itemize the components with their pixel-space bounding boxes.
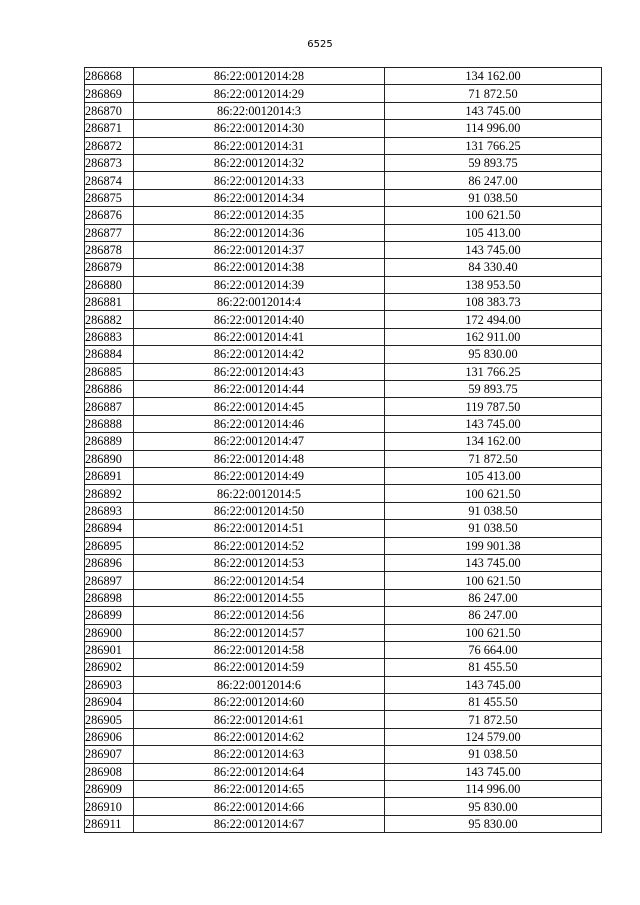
table-row [85,763,602,780]
record-number-cell: 286896 [85,554,134,571]
cadastral-value-cell: 143 745.00 [385,554,602,571]
cadastral-value-cell: 81 455.50 [385,694,602,711]
cadastral-number-cell: 86:22:0012014:60 [134,694,385,711]
record-number-cell: 286900 [85,624,134,641]
cadastral-number-cell: 86:22:0012014:62 [134,728,385,745]
record-number-cell: 286901 [85,641,134,658]
cadastral-value-cell: 71 872.50 [385,450,602,467]
cadastral-number-cell: 86:22:0012014:63 [134,746,385,763]
record-number-cell: 286872 [85,137,134,154]
table-body [85,68,602,833]
table-row [85,746,602,763]
cadastral-number-cell: 86:22:0012014:42 [134,346,385,363]
record-number-cell: 286871 [85,120,134,137]
table-row [85,641,602,658]
cadastral-value-cell: 95 830.00 [385,815,602,832]
cadastral-number-cell: 86:22:0012014:28 [134,68,385,85]
table-row [85,624,602,641]
cadastral-number-cell: 86:22:0012014:37 [134,241,385,258]
cadastral-number-cell: 86:22:0012014:45 [134,398,385,415]
cadastral-number-cell: 86:22:0012014:53 [134,554,385,571]
cadastral-value-cell: 71 872.50 [385,711,602,728]
cadastral-number-cell: 86:22:0012014:36 [134,224,385,241]
cadastral-number-cell: 86:22:0012014:29 [134,85,385,102]
cadastral-number-cell: 86:22:0012014:31 [134,137,385,154]
record-number-cell: 286910 [85,798,134,815]
table-row [85,485,602,502]
cadastral-value-cell: 100 621.50 [385,207,602,224]
table-row [85,172,602,189]
cadastral-value-table [84,67,602,833]
record-number-cell: 286877 [85,224,134,241]
record-number-cell: 286893 [85,502,134,519]
cadastral-number-cell: 86:22:0012014:6 [134,676,385,693]
record-number-cell: 286902 [85,659,134,676]
cadastral-value-cell: 86 247.00 [385,172,602,189]
record-number-cell: 286911 [85,815,134,832]
cadastral-value-cell: 131 766.25 [385,363,602,380]
cadastral-value-cell: 199 901.38 [385,537,602,554]
table-row [85,572,602,589]
page-number: 6525 [307,39,333,50]
cadastral-value-cell: 100 621.50 [385,572,602,589]
table-row [85,798,602,815]
cadastral-number-cell: 86:22:0012014:4 [134,294,385,311]
record-number-cell: 286880 [85,276,134,293]
cadastral-number-cell: 86:22:0012014:46 [134,415,385,432]
table-row [85,294,602,311]
record-number-cell: 286882 [85,311,134,328]
cadastral-number-cell: 86:22:0012014:32 [134,154,385,171]
cadastral-value-cell: 95 830.00 [385,346,602,363]
cadastral-number-cell: 86:22:0012014:35 [134,207,385,224]
table-row [85,398,602,415]
record-number-cell: 286887 [85,398,134,415]
record-number-cell: 286879 [85,259,134,276]
cadastral-number-cell: 86:22:0012014:56 [134,607,385,624]
record-number-cell: 286870 [85,102,134,119]
table-row [85,433,602,450]
cadastral-value-cell: 162 911.00 [385,328,602,345]
cadastral-value-cell: 91 038.50 [385,746,602,763]
cadastral-number-cell: 86:22:0012014:49 [134,467,385,484]
table-row [85,259,602,276]
table-row [85,537,602,554]
cadastral-value-cell: 108 383.73 [385,294,602,311]
cadastral-number-cell: 86:22:0012014:33 [134,172,385,189]
table-row [85,120,602,137]
table-row [85,241,602,258]
cadastral-value-cell: 143 745.00 [385,241,602,258]
record-number-cell: 286897 [85,572,134,589]
record-number-cell: 286869 [85,85,134,102]
table-row [85,154,602,171]
record-number-cell: 286906 [85,728,134,745]
cadastral-number-cell: 86:22:0012014:44 [134,381,385,398]
cadastral-number-cell: 86:22:0012014:48 [134,450,385,467]
table-row [85,467,602,484]
cadastral-value-cell: 105 413.00 [385,467,602,484]
record-number-cell: 286886 [85,381,134,398]
record-number-cell: 286905 [85,711,134,728]
table-row [85,711,602,728]
table-row [85,607,602,624]
cadastral-value-cell: 143 745.00 [385,676,602,693]
cadastral-number-cell: 86:22:0012014:57 [134,624,385,641]
cadastral-number-cell: 86:22:0012014:67 [134,815,385,832]
cadastral-number-cell: 86:22:0012014:55 [134,589,385,606]
table-row [85,659,602,676]
cadastral-value-cell: 100 621.50 [385,624,602,641]
cadastral-number-cell: 86:22:0012014:58 [134,641,385,658]
record-number-cell: 286878 [85,241,134,258]
record-number-cell: 286895 [85,537,134,554]
record-number-cell: 286907 [85,746,134,763]
cadastral-value-cell: 91 038.50 [385,502,602,519]
record-number-cell: 286884 [85,346,134,363]
table-row [85,346,602,363]
cadastral-value-cell: 91 038.50 [385,520,602,537]
record-number-cell: 286875 [85,189,134,206]
record-number-cell: 286904 [85,694,134,711]
table-row [85,815,602,832]
record-number-cell: 286891 [85,467,134,484]
table-row [85,276,602,293]
table-row [85,450,602,467]
cadastral-number-cell: 86:22:0012014:40 [134,311,385,328]
record-number-cell: 286890 [85,450,134,467]
table-row [85,189,602,206]
cadastral-number-cell: 86:22:0012014:39 [134,276,385,293]
record-number-cell: 286889 [85,433,134,450]
cadastral-value-cell: 114 996.00 [385,120,602,137]
cadastral-number-cell: 86:22:0012014:66 [134,798,385,815]
cadastral-value-cell: 114 996.00 [385,781,602,798]
table-row [85,728,602,745]
record-number-cell: 286908 [85,763,134,780]
record-number-cell: 286881 [85,294,134,311]
cadastral-number-cell: 86:22:0012014:65 [134,781,385,798]
table-row [85,102,602,119]
cadastral-value-cell: 131 766.25 [385,137,602,154]
cadastral-value-cell: 105 413.00 [385,224,602,241]
table-row [85,85,602,102]
cadastral-value-cell: 86 247.00 [385,589,602,606]
table-row [85,694,602,711]
cadastral-value-cell: 71 872.50 [385,85,602,102]
table-row [85,781,602,798]
record-number-cell: 286892 [85,485,134,502]
record-number-cell: 286876 [85,207,134,224]
record-number-cell: 286885 [85,363,134,380]
cadastral-number-cell: 86:22:0012014:43 [134,363,385,380]
record-number-cell: 286874 [85,172,134,189]
cadastral-value-cell: 76 664.00 [385,641,602,658]
cadastral-value-cell: 95 830.00 [385,798,602,815]
cadastral-value-cell: 134 162.00 [385,68,602,85]
table-row [85,207,602,224]
table-row [85,137,602,154]
cadastral-number-cell: 86:22:0012014:64 [134,763,385,780]
record-number-cell: 286898 [85,589,134,606]
cadastral-value-cell: 124 579.00 [385,728,602,745]
cadastral-value-cell: 143 745.00 [385,763,602,780]
cadastral-number-cell: 86:22:0012014:41 [134,328,385,345]
cadastral-value-cell: 138 953.50 [385,276,602,293]
cadastral-number-cell: 86:22:0012014:59 [134,659,385,676]
cadastral-value-cell: 134 162.00 [385,433,602,450]
cadastral-value-cell: 81 455.50 [385,659,602,676]
cadastral-value-cell: 91 038.50 [385,189,602,206]
cadastral-value-cell: 86 247.00 [385,607,602,624]
table-row [85,363,602,380]
table-row [85,311,602,328]
table-row [85,502,602,519]
cadastral-number-cell: 86:22:0012014:61 [134,711,385,728]
cadastral-number-cell: 86:22:0012014:52 [134,537,385,554]
table-row [85,415,602,432]
cadastral-value-cell: 100 621.50 [385,485,602,502]
cadastral-value-cell: 59 893.75 [385,154,602,171]
table-row [85,554,602,571]
cadastral-number-cell: 86:22:0012014:5 [134,485,385,502]
cadastral-value-cell: 172 494.00 [385,311,602,328]
record-number-cell: 286883 [85,328,134,345]
record-number-cell: 286873 [85,154,134,171]
table-row [85,381,602,398]
table-row [85,520,602,537]
cadastral-value-cell: 84 330.40 [385,259,602,276]
record-number-cell: 286903 [85,676,134,693]
table-row [85,676,602,693]
cadastral-number-cell: 86:22:0012014:34 [134,189,385,206]
record-number-cell: 286894 [85,520,134,537]
record-number-cell: 286899 [85,607,134,624]
cadastral-number-cell: 86:22:0012014:47 [134,433,385,450]
cadastral-value-cell: 143 745.00 [385,102,602,119]
record-number-cell: 286909 [85,781,134,798]
cadastral-number-cell: 86:22:0012014:30 [134,120,385,137]
cadastral-number-cell: 86:22:0012014:50 [134,502,385,519]
record-number-cell: 286868 [85,68,134,85]
table-row [85,224,602,241]
cadastral-value-cell: 119 787.50 [385,398,602,415]
table-row [85,68,602,85]
cadastral-number-cell: 86:22:0012014:51 [134,520,385,537]
record-number-cell: 286888 [85,415,134,432]
cadastral-value-cell: 143 745.00 [385,415,602,432]
table-row [85,328,602,345]
cadastral-value-cell: 59 893.75 [385,381,602,398]
cadastral-number-cell: 86:22:0012014:3 [134,102,385,119]
cadastral-number-cell: 86:22:0012014:38 [134,259,385,276]
cadastral-number-cell: 86:22:0012014:54 [134,572,385,589]
table-row [85,589,602,606]
